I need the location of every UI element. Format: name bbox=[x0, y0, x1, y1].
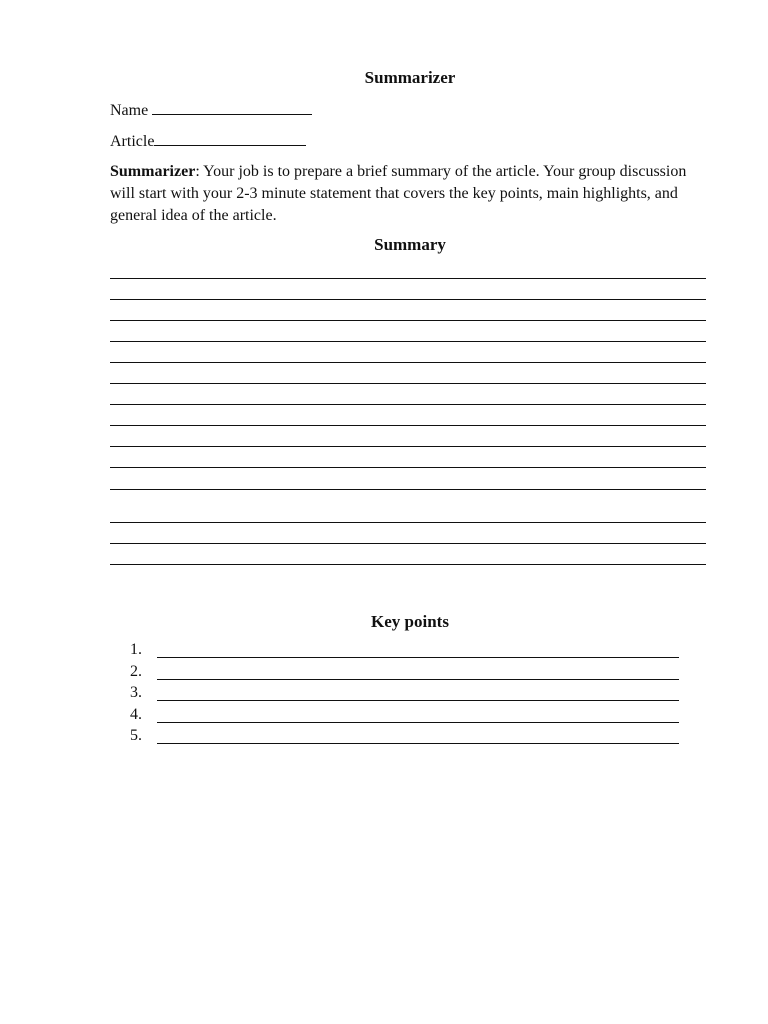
summary-line[interactable] bbox=[110, 425, 706, 426]
key-point-number: 2. bbox=[130, 662, 142, 680]
summary-line[interactable] bbox=[110, 278, 706, 279]
summary-line[interactable] bbox=[110, 404, 706, 405]
key-point-blank-line[interactable] bbox=[157, 700, 679, 701]
summary-line[interactable] bbox=[110, 522, 706, 523]
key-point-number: 1. bbox=[130, 641, 142, 658]
summary-line[interactable] bbox=[110, 362, 706, 363]
key-point-number: 5. bbox=[130, 727, 142, 744]
key-point-number: 4. bbox=[130, 705, 142, 723]
instructions-bold-term: Summarizer bbox=[110, 163, 196, 180]
summary-heading: Summary bbox=[374, 235, 446, 254]
key-point-blank-line[interactable] bbox=[157, 722, 679, 723]
key-point-item bbox=[130, 684, 690, 706]
summary-line[interactable] bbox=[110, 564, 706, 565]
summary-line[interactable] bbox=[110, 299, 706, 300]
key-point-number: 3. bbox=[130, 684, 142, 701]
page-title: Summarizer bbox=[364, 68, 456, 87]
summary-line[interactable] bbox=[110, 467, 706, 468]
instructions-text: : Your job is to prepare a brief summary of the article. Your group discussion will start with your 2-3 minute statement that covers the key points, main highlights, and general idea of the article. bbox=[110, 163, 687, 224]
summary-line[interactable] bbox=[110, 446, 706, 447]
summary-line[interactable] bbox=[110, 489, 706, 490]
summary-line[interactable] bbox=[110, 320, 706, 321]
key-points-list bbox=[130, 641, 690, 749]
summary-line[interactable] bbox=[110, 383, 706, 384]
key-point-blank-line[interactable] bbox=[157, 657, 679, 658]
key-point-item bbox=[130, 641, 690, 663]
key-point-item bbox=[130, 706, 690, 728]
key-point-item bbox=[130, 663, 690, 685]
article-label: Article bbox=[110, 133, 155, 150]
name-label: Name bbox=[110, 102, 149, 119]
summary-writing-lines[interactable] bbox=[110, 0, 706, 580]
key-points-heading: Key points bbox=[371, 612, 449, 631]
key-point-blank-line[interactable] bbox=[157, 743, 679, 744]
key-point-item bbox=[130, 727, 690, 749]
summary-line[interactable] bbox=[110, 543, 706, 544]
summary-line[interactable] bbox=[110, 341, 706, 342]
key-point-blank-line[interactable] bbox=[157, 679, 679, 680]
